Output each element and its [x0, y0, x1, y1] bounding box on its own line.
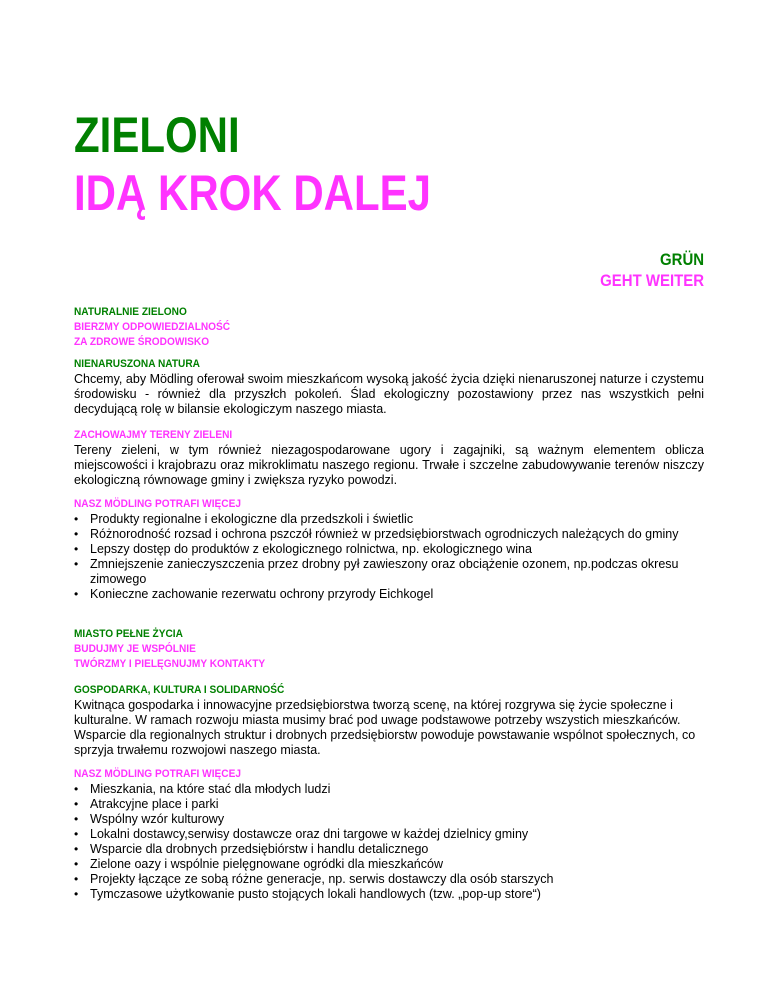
economy-text: Kwitnąca gospodarka i innowacyjne przedsiębiorstwa tworzą scenę, na której rozgrywa się życie społeczne i kulturalne. W ramach rozwoju miasta musimy brać pod uwage podstawowe potrzeby wszystich mieszkańców. Wsparcie dla regionalnych struktur i drobnych przedsiębiorstw powoduje powstawanie wspólnot społecznych, co sprzyja trwałemu rozwojowi naszego miasta. — [74, 698, 696, 757]
list-item: • Konieczne zachowanie rezerwatu ochrony przyrody Eichkogel — [74, 587, 704, 602]
list-item: • Lokalni dostawcy,serwisy dostawcze oraz dni targowe w każdej dzielnicy gminy — [74, 827, 704, 842]
list-item: • Lepszy dostęp do produktów z ekologicznego rolnictwa, np. ekologicznego wina — [74, 542, 704, 557]
list-item: • Zielone oazy i wspólnie pielęgnowane ogródki dla mieszkańców — [74, 857, 704, 872]
green-areas-heading: ZACHOWAJMY TERENY ZIELENI — [74, 429, 233, 441]
section-2-head-2: BUDUJMY JE WSPÓLNIE — [74, 643, 196, 655]
green-areas-text: Tereny zieleni, w tym również niezagospodarowane ugory i zagajniki, są ważnym elementem oblicza miejscowości i krajobrazu oraz mikroklimatu naszego regionu. Trwałe i szczelne zabudowywanie terenów niszczy ekologiczną równowage gminy i zwiększa ryzyko powodzi. — [74, 443, 704, 487]
section-1-head-1: NATURALNIE ZIELONO — [74, 306, 187, 318]
list-item: • Mieszkania, na które stać dla młodych ludzi — [74, 782, 704, 797]
nature-block — [74, 357, 704, 417]
more-list-2-heading: NASZ MÖDLING POTRAFI WIĘCEJ — [74, 768, 241, 780]
list-item: • Projekty łączące ze sobą różne generacje, np. serwis dostawczy dla osób starszych — [74, 872, 704, 887]
list-item: • Zmniejszenie zanieczyszczenia przez drobny pył zawieszony oraz obciążenie ozonem, np.podczas okresu zimowego — [74, 557, 704, 587]
list-item: • Tymczasowe użytkowanie pusto stojących lokali handlowych (tzw. „pop-up store“) — [74, 887, 704, 902]
section-2-head-3: TWÓRZMY I PIELĘGNUJMY KONTAKTY — [74, 658, 266, 670]
list-item: • Produkty regionalne i ekologiczne dla przedszkoli i świetlic — [74, 512, 704, 527]
section-1-head-3: ZA ZDROWE ŚRODOWISKO — [74, 336, 210, 348]
german-title-line-2: GEHT WEITER — [600, 271, 704, 290]
section-1-head-2: BIERZMY ODPOWIEDZIALNOŚĆ — [74, 321, 231, 333]
german-title-line-1: GRÜN — [659, 250, 704, 269]
economy-block — [74, 683, 704, 758]
title-line-2: IDĄ KROK DALEJ — [74, 165, 432, 221]
economy-heading: GOSPODARKA, KULTURA I SOLIDARNOŚĆ — [74, 684, 285, 696]
more-list-1 — [74, 512, 704, 602]
more-list-1-block — [74, 497, 704, 602]
more-list-1-heading: NASZ MÖDLING POTRAFI WIĘCEJ — [74, 498, 241, 510]
section-2-header — [74, 627, 704, 672]
green-areas-block — [74, 428, 704, 488]
section-2-head-1: MIASTO PEŁNE ŻYCIA — [74, 628, 183, 640]
nature-text: Chcemy, aby Mödling oferował swoim mieszkańcom wysoką jakość życia dzięki nienaruszonej naturze i czystemu środowisku - również dla przyszłch pokoleń. Ślad ekologiczny pozostawiony przez nas wszystkich pełni decydującą rolę w bilansie ekologiczym naszego miasta. — [74, 372, 704, 416]
list-item: • Różnorodność rozsad i ochrona pszczół również w przedsiębiorstwach ogrodniczych należących do gminy — [74, 527, 704, 542]
section-1-header — [74, 305, 704, 350]
list-item: • Wsparcie dla drobnych przedsiębiórstw i handlu detalicznego — [74, 842, 704, 857]
more-list-2-block — [74, 767, 704, 902]
list-item: • Wspólny wzór kulturowy — [74, 812, 704, 827]
list-item: • Atrakcyjne place i parki — [74, 797, 704, 812]
title-line-1: ZIELONI — [74, 107, 240, 163]
more-list-2 — [74, 782, 704, 902]
nature-heading: NIENARUSZONA NATURA — [74, 358, 200, 370]
